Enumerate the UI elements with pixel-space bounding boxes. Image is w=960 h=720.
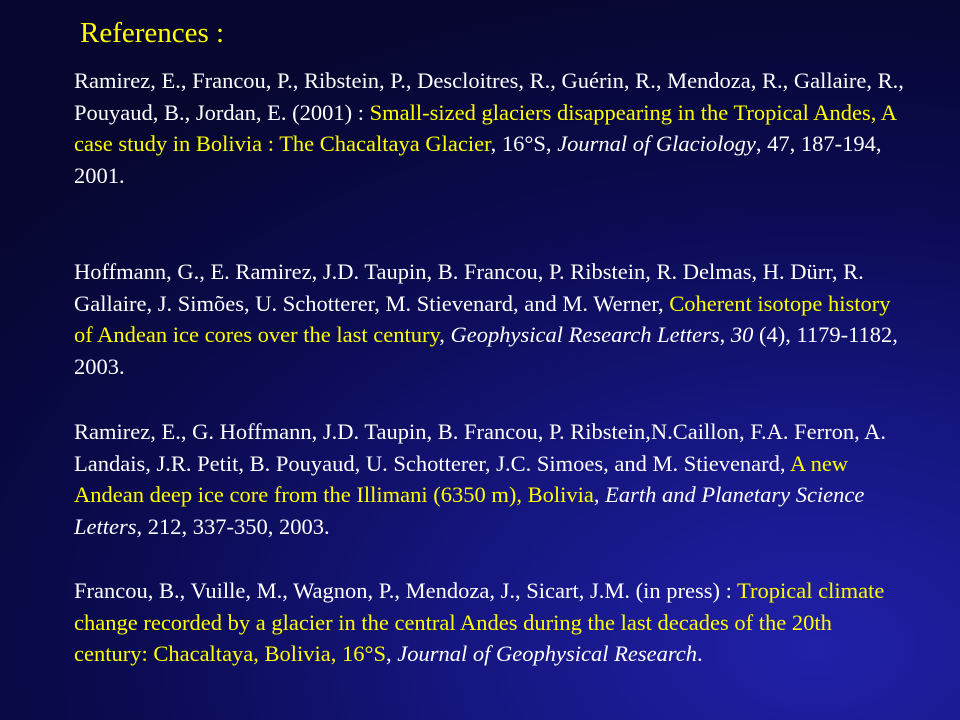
slide-title: References : xyxy=(80,17,225,49)
reference-francou-in-press xyxy=(74,575,906,670)
reference-authors: Ramirez, E., Francou, P., Ribstein, P., Descloitres, R., Guérin, R., Mendoza, R., Gallaire, R., Pouyaud, B., Jordan, E. (2001) : xyxy=(74,68,904,125)
reference-details: . xyxy=(697,641,703,666)
reference-text: , xyxy=(719,322,731,347)
reference-text: , xyxy=(593,482,606,507)
reference-text: , xyxy=(439,322,451,347)
reference-ramirez-2001 xyxy=(74,65,906,191)
reference-journal: Journal of Glaciology xyxy=(557,131,756,156)
reference-text: , 16°S, xyxy=(490,131,558,156)
reference-authors: Ramirez, E., G. Hoffmann, J.D. Taupin, B. Francou, P. Ribstein,N.Caillon, F.A. Ferron, A. Landais, J.R. Petit, B. Pouyaud, U. Schotterer, J.C. Simoes, and M. Stievenard, xyxy=(74,419,886,476)
reference-journal: Geophysical Research Letters xyxy=(450,322,720,347)
reference-details: , 212, 337-350, 2003. xyxy=(136,513,330,539)
reference-details: (4), 1179-1182, 2003. xyxy=(74,322,898,379)
reference-ramirez-2003 xyxy=(74,416,906,542)
reference-details: , 47, 187-194, 2001. xyxy=(74,131,882,188)
reference-article-title: A new Andean deep ice core from the Illimani (6350 m), Bolivia xyxy=(74,450,849,507)
reference-journal: Journal of Geophysical Research xyxy=(397,641,698,666)
reference-article-title: Small-sized glaciers disappearing in the Tropical Andes, A case study in Bolivia : The Chacaltaya Glacier xyxy=(74,99,896,156)
reference-journal: Earth and Planetary Science Letters xyxy=(74,482,865,539)
reference-text: , xyxy=(386,641,398,666)
reference-hoffmann-2003 xyxy=(74,256,906,382)
reference-article-title: Tropical climate change recorded by a glacier in the central Andes during the last decades of the 20th century: Chacaltaya, Bolivia, 16°S xyxy=(74,578,885,666)
reference-volume: 30 xyxy=(730,322,754,347)
reference-article-title: Coherent isotope history of Andean ice cores over the last century xyxy=(74,290,891,347)
reference-authors: Hoffmann, G., E. Ramirez, J.D. Taupin, B. Francou, P. Ribstein, R. Delmas, H. Dürr, R. Gallaire, J. Simões, U. Schotterer, M. Stievenard, and M. Werner, xyxy=(74,259,864,316)
reference-authors: Francou, B., Vuille, M., Wagnon, P., Mendoza, J., Sicart, J.M. (in press) : xyxy=(74,578,738,603)
